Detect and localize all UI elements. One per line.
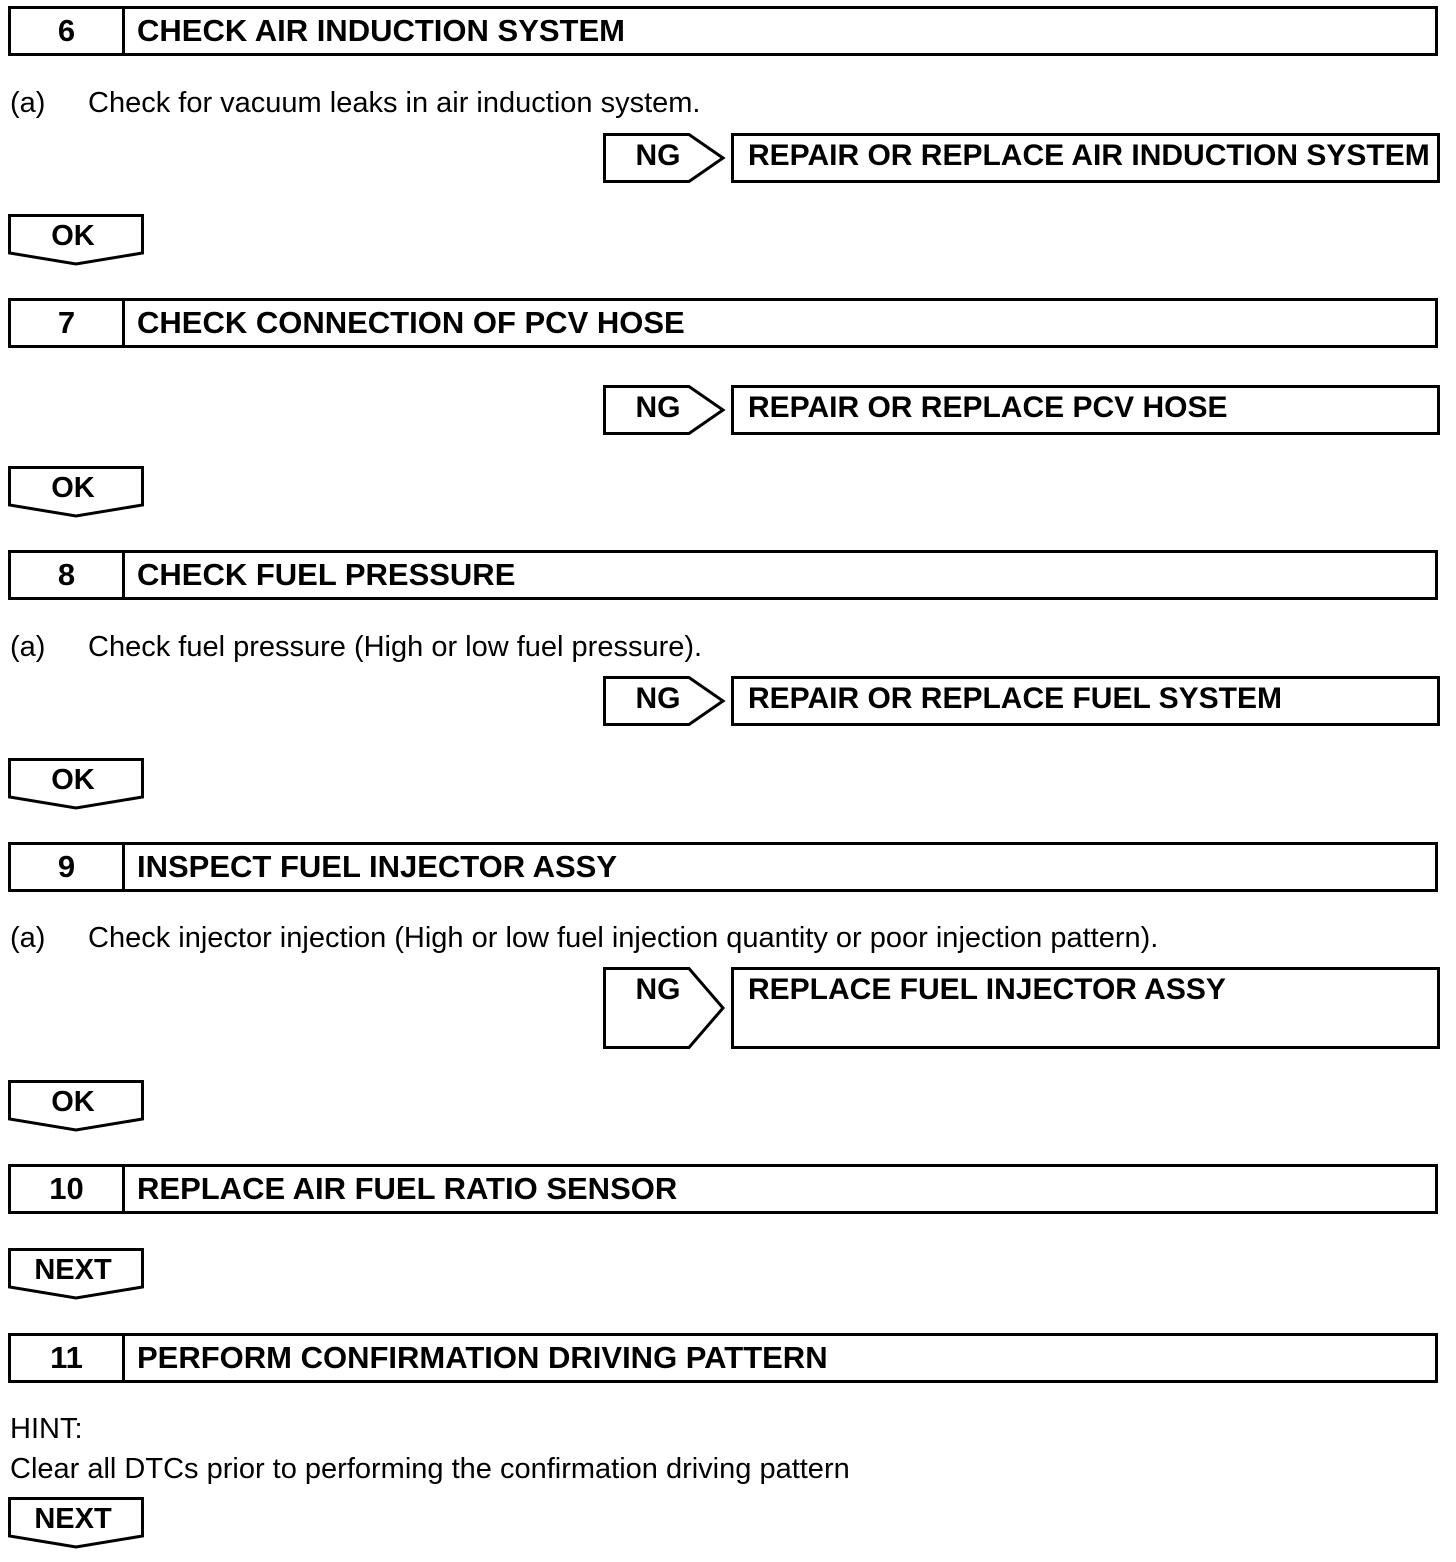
instruction-label: (a) — [10, 87, 46, 119]
ng-arrow-step-9 — [603, 967, 725, 1049]
ng-label: NG — [635, 973, 681, 1006]
ng-arrow-step-7 — [603, 385, 725, 435]
ng-result-step-7: REPAIR OR REPLACE PCV HOSE — [731, 385, 1440, 435]
ng-label: NG — [635, 139, 681, 172]
ok-label: OK — [51, 764, 95, 796]
ok-label: OK — [51, 472, 95, 504]
step-10-header — [8, 1164, 1438, 1214]
ok-arrow-step-8 — [8, 758, 145, 810]
ng-result-step-8: REPAIR OR REPLACE FUEL SYSTEM — [731, 676, 1440, 726]
step-title: INSPECT FUEL INJECTOR ASSY — [137, 849, 618, 884]
instruction-text: Check injector injection (High or low fuel injection quantity or poor injection pattern). — [88, 922, 1159, 954]
ok-arrow-step-7 — [8, 466, 145, 518]
ok-arrow-step-9 — [8, 1080, 145, 1132]
hint-text: Clear all DTCs prior to performing the confirmation driving pattern — [10, 1453, 850, 1485]
step-number: 10 — [11, 1167, 125, 1211]
ng-label: NG — [635, 682, 681, 715]
step-title: CHECK FUEL PRESSURE — [137, 557, 516, 592]
step-6-header — [8, 6, 1438, 56]
step-title: PERFORM CONFIRMATION DRIVING PATTERN — [137, 1340, 828, 1375]
ng-arrow-step-6 — [603, 133, 725, 183]
next-label: NEXT — [34, 1503, 112, 1535]
step-8-header — [8, 550, 1438, 600]
instruction-label: (a) — [10, 922, 46, 954]
step-number: 9 — [11, 845, 125, 889]
next-arrow-step-10 — [8, 1248, 145, 1300]
ok-arrow-step-6 — [8, 214, 145, 266]
step-title: CHECK AIR INDUCTION SYSTEM — [137, 13, 625, 48]
ng-result-step-6: REPAIR OR REPLACE AIR INDUCTION SYSTEM — [731, 133, 1440, 183]
step-9-header — [8, 842, 1438, 892]
step-number: 11 — [11, 1336, 125, 1380]
ng-arrow-step-8 — [603, 676, 725, 726]
ok-label: OK — [51, 1086, 95, 1118]
instruction-label: (a) — [10, 631, 46, 663]
step-title: REPLACE AIR FUEL RATIO SENSOR — [137, 1171, 678, 1206]
step-title: CHECK CONNECTION OF PCV HOSE — [137, 305, 685, 340]
hint-label: HINT: — [10, 1413, 83, 1445]
next-label: NEXT — [34, 1254, 112, 1286]
instruction-text: Check for vacuum leaks in air induction system. — [88, 87, 701, 119]
step-number: 6 — [11, 9, 125, 53]
ng-result-step-9: REPLACE FUEL INJECTOR ASSY — [731, 967, 1440, 1049]
next-arrow-step-11 — [8, 1497, 145, 1549]
ng-label: NG — [635, 391, 681, 424]
ok-label: OK — [51, 220, 95, 252]
instruction-text: Check fuel pressure (High or low fuel pressure). — [88, 631, 703, 663]
step-7-header — [8, 298, 1438, 348]
step-number: 7 — [11, 301, 125, 345]
step-11-header — [8, 1333, 1438, 1383]
step-number: 8 — [11, 553, 125, 597]
